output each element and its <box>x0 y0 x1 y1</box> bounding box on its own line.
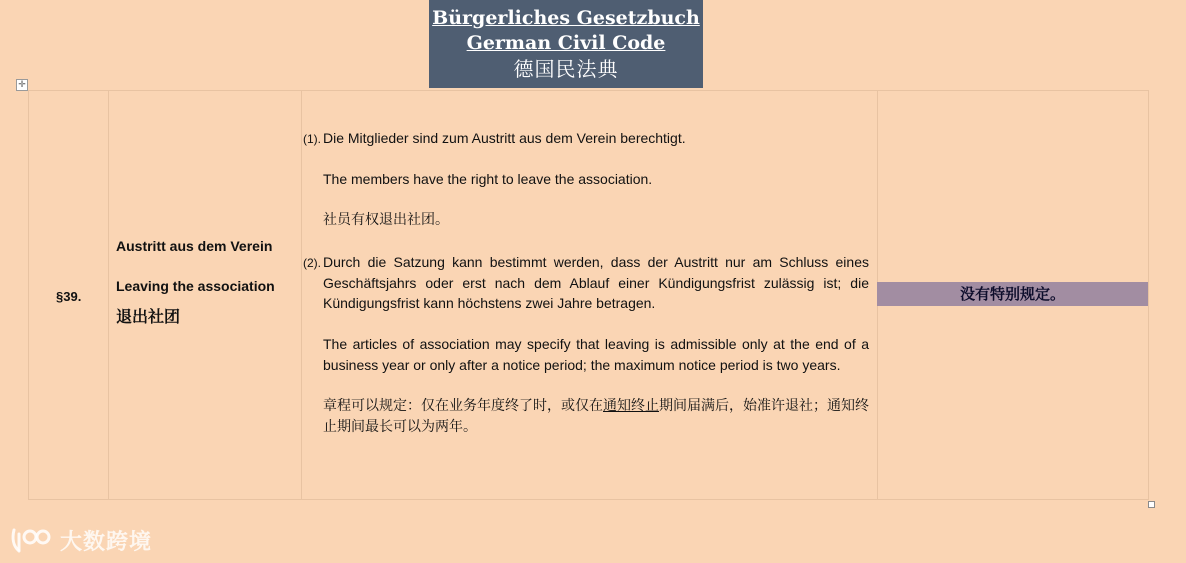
section-title-en: Leaving the association <box>116 278 275 294</box>
paragraph-text-de: Die Mitglieder sind zum Austritt aus dem Verein berechtigt. <box>323 130 686 146</box>
header-banner <box>429 0 703 88</box>
section-title-de: Austritt aus dem Verein <box>116 238 273 254</box>
paragraph-text-cn-part: 章程可以规定：仅在业务年度终了时，或仅在 <box>323 397 603 414</box>
watermark-text: 大数跨境 <box>60 529 153 555</box>
paragraph-text-de: Durch die Satzung kann bestimmt werden, dass der Austritt nur am Schluss eines Geschäftsjahrs oder erst nach dem Ablauf einer Kündigungsfrist zulässig ist; die Kündigungsfrist kann höchstens zwei Jahre betragen. <box>323 254 869 311</box>
paragraph-text-cn-part: 期间届满后，始准许退社；通知终止期间最长可以为两年。 <box>323 397 869 435</box>
section-title-cell <box>116 236 296 327</box>
paragraph-text-cn <box>323 396 869 438</box>
paragraph-text-cn-underlined: 通知终止 <box>603 397 659 414</box>
paragraph-number: (1). <box>303 132 321 146</box>
column-divider <box>301 91 302 499</box>
paragraph-2 <box>303 252 869 458</box>
section-number: §39. <box>56 289 82 304</box>
watermark <box>10 524 152 556</box>
table-move-handle-icon[interactable]: ✛ <box>16 79 28 91</box>
column-divider <box>108 91 109 499</box>
watermark-logo-icon <box>10 524 54 556</box>
paragraph-text-en: The members have the right to leave the association. <box>323 171 653 187</box>
paragraph-text-en: The articles of association may specify that leaving is admissible only at the end of a business year or only after a notice period; the maximum notice period is two years. <box>323 336 869 373</box>
header-title-cn: 德国民法典 <box>513 57 619 81</box>
header-title-en: German Civil Code <box>466 32 666 54</box>
section-title-cn: 退出社团 <box>116 307 181 326</box>
paragraph-text-cn: 社员有权退出社团。 <box>323 212 449 228</box>
paragraph-1 <box>303 128 869 252</box>
header-title-de: Bürgerliches Gesetzbuch <box>432 7 700 29</box>
table-resize-handle[interactable] <box>1148 501 1155 508</box>
note-bar: 没有特别规定。 <box>877 282 1148 306</box>
paragraph-number: (2). <box>303 256 321 270</box>
